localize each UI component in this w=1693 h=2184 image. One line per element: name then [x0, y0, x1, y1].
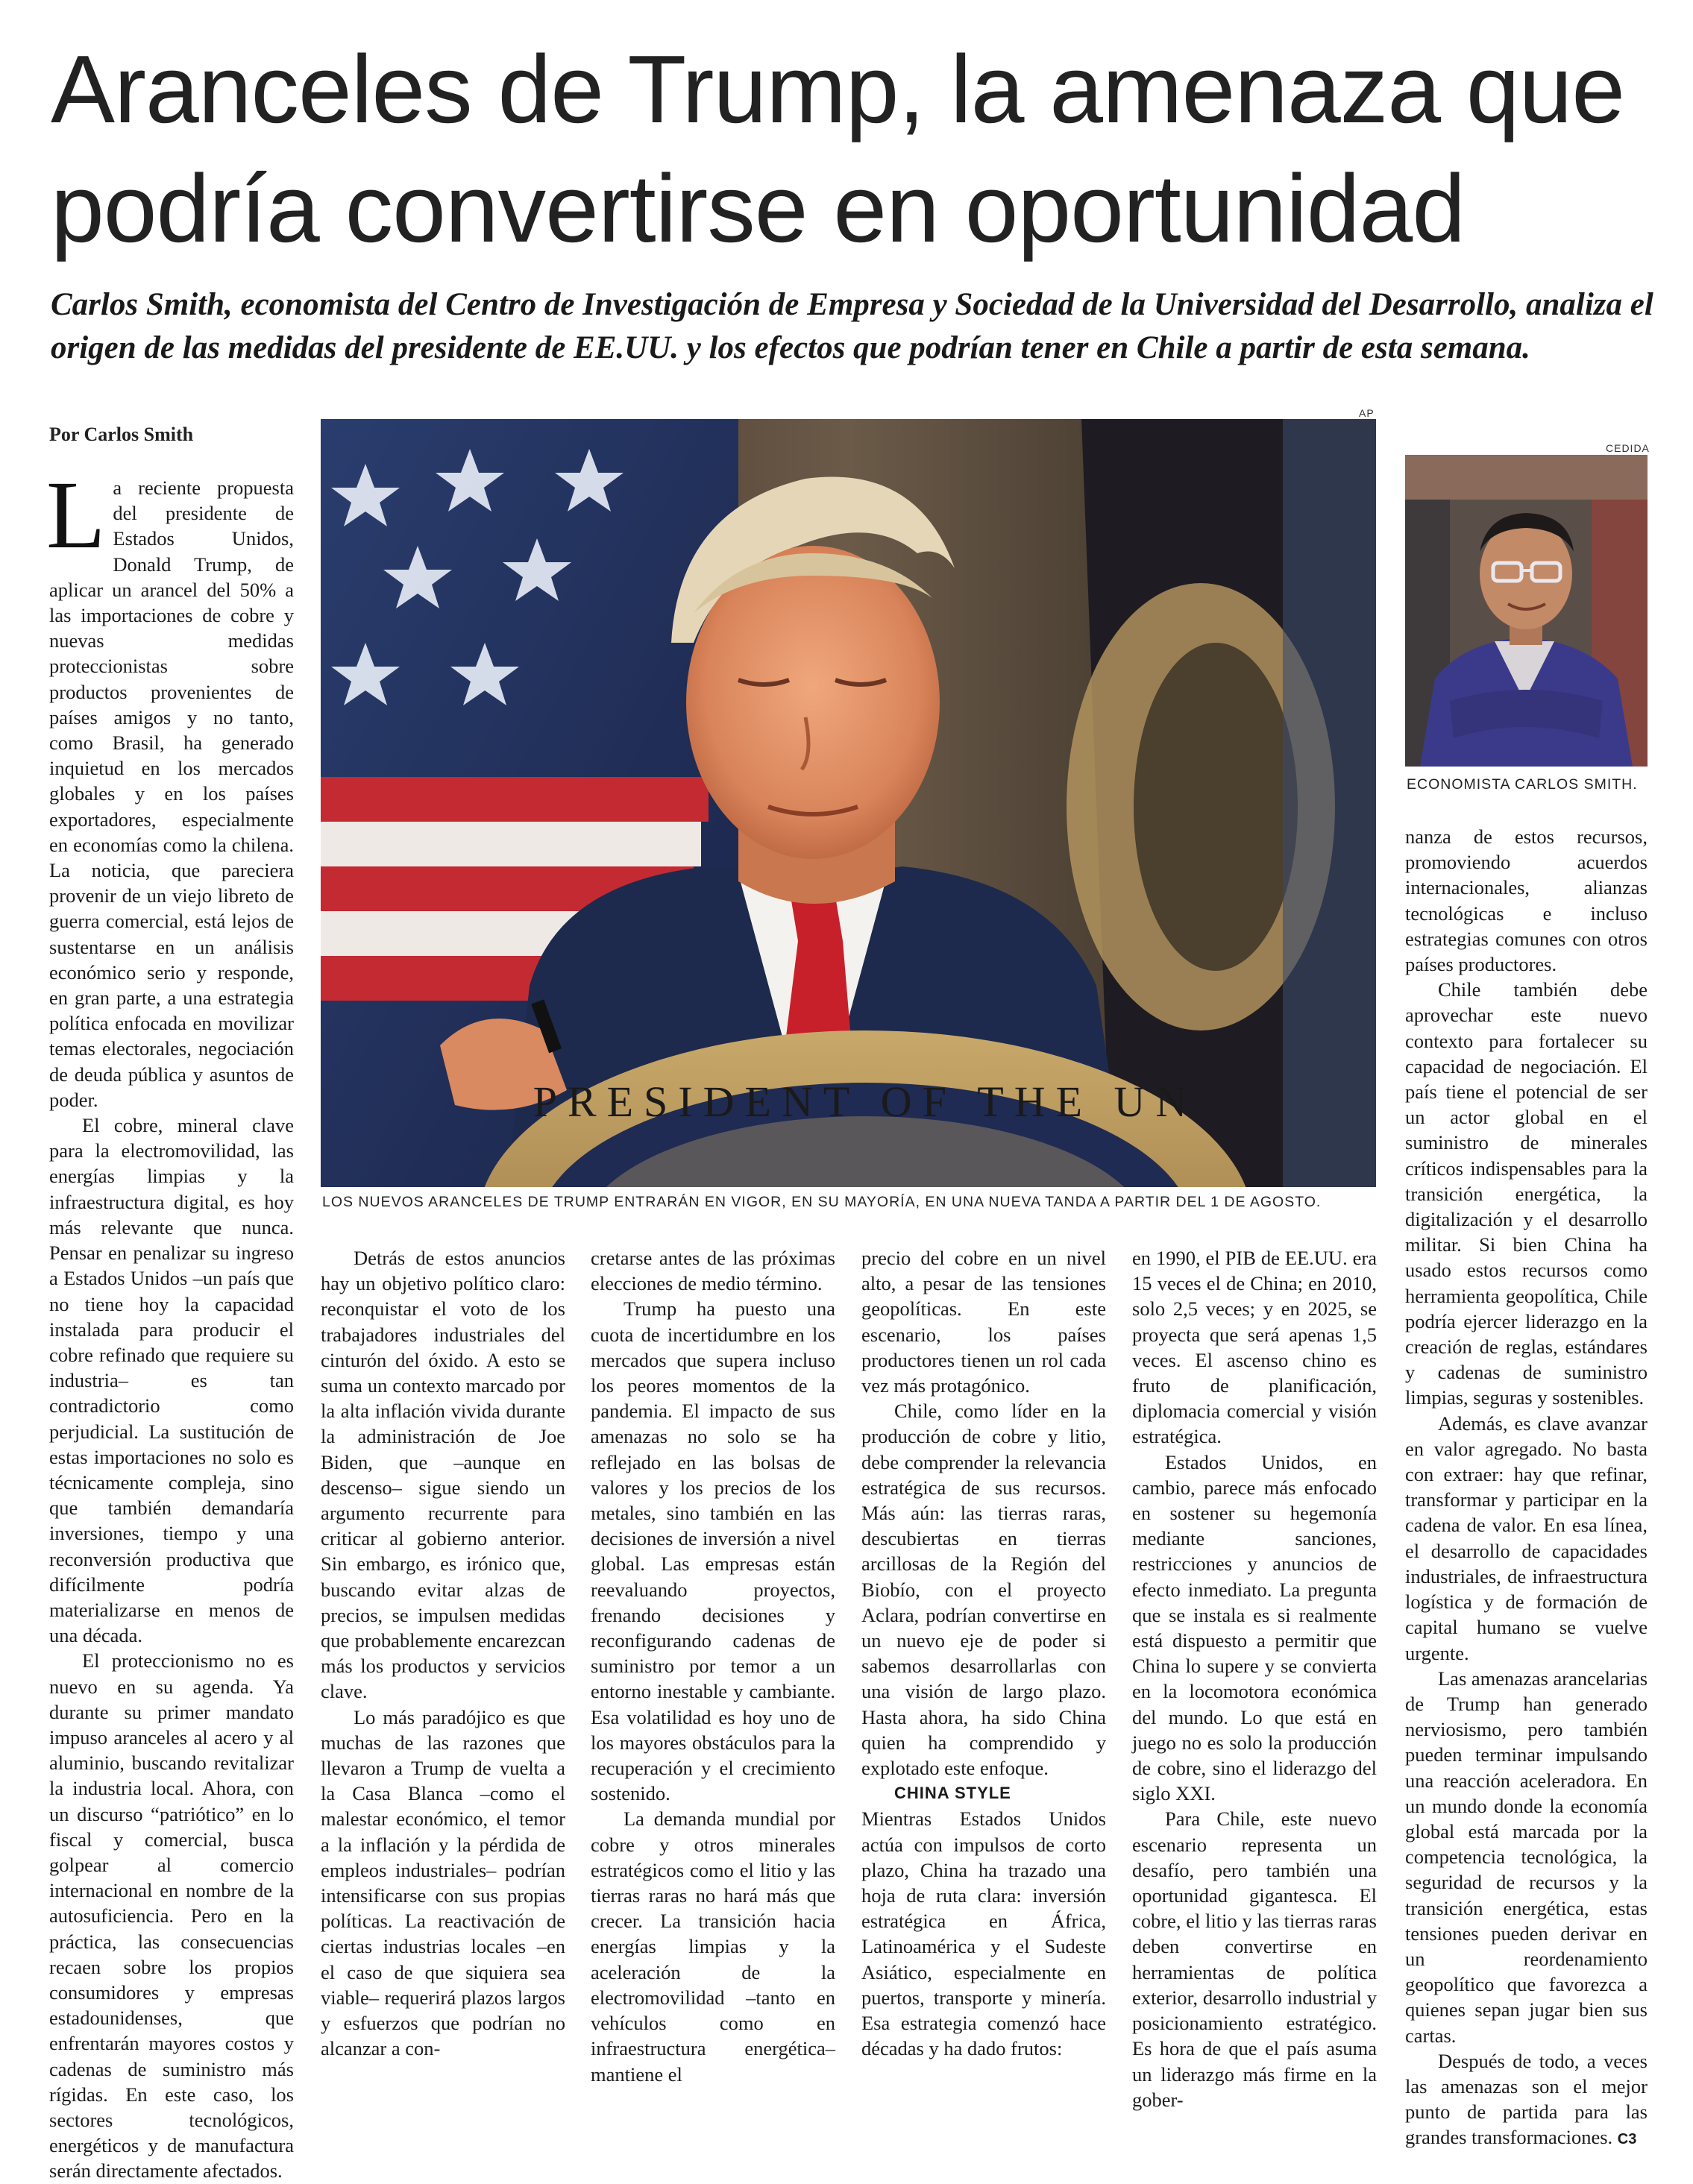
article-paragraph: Chile, como líder en la producción de cobre y litio, debe comprender la relevancia estratégica de sus recursos. Más aún: las tierras raras, descubiertas en tierras arcillosas de la Región del Biobío, con el proyecto Aclara, podrían convertirse en un nuevo eje de poder si sabemos desarrollarlas con una visión de largo plazo. Hasta ahora, ha sido China quien ha comprendido y explotado este enfoque.	[861, 1400, 1106, 1780]
portrait-photo	[1405, 455, 1648, 767]
article-paragraph: Mientras Estados Unidos actúa con impulsos de corto plazo, China ha trazado una hoja de ruta clara: inversión estratégica en África, Latinoamérica y el Sudeste Asiático, especialmente en puertos, transporte y minería. Esa estrategia comenzó hace décadas y ha dado frutos:	[861, 1807, 1106, 2060]
article-paragraph: Después de todo, a veces las amenazas son el mejor punto de partida para las grandes transformaciones. C3	[1405, 2049, 1648, 2149]
article-paragraph: Lo más paradójico es que muchas de las razones que llevaron a Trump de vuelta a la Casa Blanca –como el malestar económico, el temor a la inflación y la pérdida de empleos industriales– podrían intensificarse con sus propias políticas. La reactivación de ciertas industrias locales –en el caso de que siquiera sea viable– requerirá plazos largos y esfuerzos que podrían no alcanzar a con-	[321, 1705, 565, 2060]
end-mark: C3	[1617, 2131, 1637, 2148]
article-paragraph: Las amenazas arancelarias de Trump han generado nerviosismo, pero también pueden terminar impulsando una reacción aceleradora. En un mundo donde la economía global está marcada por la competencia tecnológica, la seguridad de recursos y la transición energética, estas tensiones pueden derivar en un reordenamiento geopolítico que favorezca a quienes sepan jugar bien sus cartas.	[1405, 1667, 1648, 2047]
article-column-5	[1132, 1245, 1377, 2112]
article-paragraph: El cobre, mineral clave para la electromovilidad, las energías limpias y la infraestructura digital, es hoy más relevante que nunca. Pensar en penalizar su ingreso a Estados Unidos –un país que no tiene hoy la capacidad instalada para producir el cobre refinado que requiere su industria– es tan contradictorio como perjudicial. La sustitución de estas importaciones no solo es técnicamente compleja, sino que también demandaría inversiones, tiempo y una reconversión productiva que difícilmente podría materializarse en menos de una década.	[49, 1114, 294, 1647]
article-column-3	[591, 1245, 835, 2087]
article-paragraph: El proteccionismo no es nuevo en su agenda. Ya durante su primer mandato impuso aranceles al acero y al aluminio, buscando revitalizar la industria local. Ahora, con un discurso “patriótico” en lo fiscal y comercial, busca golpear al comercio internacional en nombre de la autosuficiencia. Pero en la práctica, las consecuencias recaen sobre los propios consumidores y empresas estadounidenses, que enfrentarán mayores costos y cadenas de suministro más rígidas. En este caso, los sectores tecnológicos, energéticos y de manufactura serán directamente afectados.	[49, 1649, 294, 2183]
article-paragraph: Para Chile, este nuevo escenario representa un desafío, pero también una oportunidad gigantesca. El cobre, el litio y las tierras raras deben convertirse en herramientas de política exterior, desarrollo industrial y posicionamiento estratégico. Es hora de que el país asuma un liderazgo más firme en la gober-	[1132, 1807, 1377, 2111]
article-paragraph: Chile también debe aprovechar este nuevo contexto para fortalecer su capacidad de negociación. El país tiene el potencial de ser un actor global en el suministro de minerales críticos indispensables para la transición energética, la digitalización y el desarrollo militar. Si bien China ha usado estos recursos como herramienta geopolítica, Chile podría ejercer liderazgo en la creación de reglas, estándares y cadenas de suministro limpias, seguras y sostenibles.	[1405, 978, 1648, 1409]
article-paragraph: Además, es clave avanzar en valor agregado. No basta con extraer: hay que refinar, transformar y participar en la cadena de valor. En esa línea, el desarrollo de capacidades industriales, de infraestructura logística y de formación de capital humano se vuelve urgente.	[1405, 1412, 1648, 1664]
article-paragraph: cretarse antes de las próximas elecciones de medio término.	[591, 1247, 835, 1295]
article-paragraph: Detrás de estos anuncios hay un objetivo político claro: reconquistar el voto de los trabajadores industriales del cinturón del óxido. A esto se suma un contexto marcado por la alta inflación vivida durante la administración de Joe Biden, que –aunque en descenso– sigue siendo un argumento recurrente para criticar al gobierno anterior. Sin embargo, es irónico que, buscando evitar alzas de precios, se impulsen medidas que probablemente encarezcan más los productos y servicios clave.	[321, 1247, 565, 1703]
main-photo	[321, 419, 1376, 1187]
article-paragraph: nanza de estos recursos, promoviendo acuerdos internacionales, alianzas tecnológicas e incluso estrategias comunes con otros países productores.	[1405, 825, 1648, 976]
article-paragraph: La demanda mundial por cobre y otros minerales estratégicos como el litio y las tierras raras no hará más que crecer. La transición hacia energías limpias y la aceleración de la electromovilidad –tanto en vehículos como en infraestructura energética– mantiene el	[591, 1807, 835, 2086]
article-paragraph: Trump ha puesto una cuota de incertidumbre en los mercados que supera incluso los peores momentos de la pandemia. El impacto de sus amenazas no solo se ha reflejado en las bolsas de valores y los precios de los metales, sino también en las decisiones de inversión a nivel global. Las empresas están reevaluando proyectos, frenando decisiones y reconfigurando cadenas de suministro por temor a un entorno inestable y cambiante. Esa volatilidad es hoy uno de los mayores obstáculos para la recuperación y el crecimiento sostenido.	[591, 1297, 835, 1805]
article-paragraph: Estados Unidos, en cambio, parece más enfocado en sostener su hegemonía mediante sanciones, restricciones y anuncios de efecto inmediato. La pregunta que se instala es si realmente está dispuesto a permitir que China lo supere y se convierta en la locomotora económica del mundo. Lo que está en juego no es solo la producción de cobre, sino el liderazgo del siglo XXI.	[1132, 1450, 1377, 1805]
article-column-4	[861, 1245, 1106, 2062]
byline: Por Carlos Smith	[49, 424, 194, 445]
seal-text: PRESIDENT OF THE UN	[533, 1077, 1198, 1126]
lead-paragraph: Carlos Smith, economista del Centro de Investigación de Empresa y Sociedad de la Universidad del Desarrollo, analiza el origen de las medidas del presidente de EE.UU. y los efectos que podrían tener en Chile a partir de esta semana.	[51, 287, 1653, 365]
headline: Aranceles de Trump, la amenaza que podría convertirse en oportunidad	[51, 36, 1625, 262]
main-photo-credit: AP	[1359, 407, 1375, 419]
portrait-illustration	[1405, 455, 1648, 767]
portrait-photo-credit: CEDIDA	[1606, 442, 1650, 454]
article-paragraph: La reciente propuesta del presidente de Estados Unidos, Donald Trump, de aplicar un arancel del 50% a las importaciones de cobre y nuevas medidas proteccionistas sobre productos provenientes de países amigos y no tanto, como Brasil, ha generado inquietud en los mercados globales y en los países exportadores, especialmente en economías como la chilena. La noticia, que pareciera provenir de un viejo libreto de guerra comercial, está lejos de sustentarse en un análisis económico serio y responde, en gran parte, a una estrategia política enfocada en movilizar temas electorales, negociación de deuda pública y asuntos de poder.	[46, 462, 294, 1111]
article-column-2	[321, 1245, 565, 2062]
drop-cap: L	[46, 462, 106, 569]
subheading: CHINA STYLE	[894, 1784, 1011, 1803]
article-paragraph: en 1990, el PIB de EE.UU. era 15 veces el de China; en 2010, solo 2,5 veces; y en 2025, se proyecta que será apenas 1,5 veces. El ascenso chino es fruto de planificación, diplomacia comercial y visión estratégica.	[1132, 1247, 1377, 1448]
article-paragraph: precio del cobre en un nivel alto, a pesar de las tensiones geopolíticas. En este escenario, los países productores tienen un rol cada vez más protagónico.	[861, 1247, 1106, 1397]
main-photo-caption: LOS NUEVOS ARANCELES DE TRUMP ENTRARÁN EN VIGOR, EN SU MAYORÍA, EN UNA NUEVA TANDA A PARTIR DEL 1 DE AGOSTO.	[322, 1194, 1322, 1210]
main-photo-illustration	[321, 419, 1376, 1187]
portrait-photo-caption: ECONOMISTA CARLOS SMITH.	[1407, 776, 1638, 793]
article-column-1	[46, 462, 294, 2184]
article-column-6	[1405, 824, 1648, 2153]
